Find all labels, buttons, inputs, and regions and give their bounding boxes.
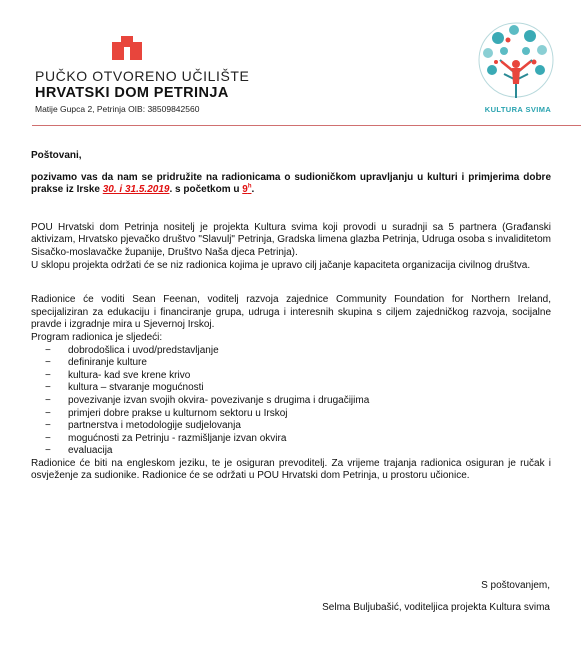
signature-block <box>322 580 550 614</box>
event-dates: 30. i 31.5.2019 <box>102 184 170 196</box>
salutation: Poštovani, <box>31 150 82 161</box>
list-item: − kultura – stvaranje mogućnosti <box>31 382 551 395</box>
closing-paragraph: Radionice će biti na engleskom jeziku, te je osiguran prevoditelj. Za vrijeme trajanja radionica osiguran je ručak i osvježenje za sudionike. Radionice će se održati u POU Hrvatski dom Petrinja, u prostoru učionice. <box>31 457 551 482</box>
list-item: − definiranje kulture <box>31 357 551 370</box>
org-name-line2: HRVATSKI DOM PETRINJA <box>35 85 229 101</box>
list-item: − mogućnosti za Petrinju - razmišljanje izvan okvira <box>31 433 551 446</box>
project-goal-paragraph: U sklopu projekta održati će se niz radionica kojima je upravo cilj jačanje kapaciteta organizacija civilnog društva. <box>31 259 531 271</box>
kultura-svima-logo-icon <box>468 18 564 114</box>
list-item: − povezivanje izvan svojih okvira- povezivanje s drugima i drugačijima <box>31 395 551 408</box>
invitation-mid: . s početkom u <box>169 184 243 196</box>
signature-name: Selma Buljubašić, voditeljica projekta Kultura svima <box>322 601 550 613</box>
list-item: − partnerstva i metodologije sudjelovanja <box>31 420 551 433</box>
kultura-svima-logo-text: KULTURA SVIMA <box>484 105 552 114</box>
trainer-paragraph: Radionice će voditi Sean Feenan, voditelj razvoja zajednice Community Foundation for Northern Ireland, specijaliziran za edukaciju i financiranje grupa, udruga i interesnih skupina s ciljem zajedničkog razvoja, socijalne pravde i izgradnje mira u Sjevernoj Irskoj. <box>31 294 551 331</box>
invitation-end: . <box>251 184 255 196</box>
letter-body <box>31 150 551 483</box>
org-name-line1: PUČKO OTVORENO UČILIŠTE <box>35 68 250 84</box>
list-item: − primjeri dobre prakse u kulturnom sektoru u Irskoj <box>31 408 551 421</box>
list-item: − dobrodošlica i uvod/predstavljanje <box>31 345 551 358</box>
event-time: 9$^h$ <box>242 183 252 196</box>
list-item: − kultura- kad sve krene krivo <box>31 370 551 383</box>
pou-logo-icon <box>112 36 142 60</box>
project-paragraph: POU Hrvatski dom Petrinja nositelj je projekta Kultura svima koji provodi u suradnji sa 5 partnera (Građanski aktivizam, Hrvatsko pjevačko društvo "Slavulj" Petrinja, Gradska limena glazba Petrinja, Udruga osoba s invaliditetom Sisačko-moslavačke županije, Društvo Naša djeca Petrinja). <box>31 221 551 258</box>
program-list <box>31 345 551 458</box>
header-divider <box>32 125 581 126</box>
invitation-text: pozivamo vas da nam se pridružite na radionicama o sudioničkom upravljanju u kulturi i primjerima dobre prakse iz Irske <box>31 171 551 196</box>
org-address: Matije Gupca 2, Petrinja OIB: 38509842560 <box>35 104 200 114</box>
letterhead <box>0 0 581 130</box>
list-item: − evaluacija <box>31 445 551 458</box>
invitation-paragraph <box>31 172 551 197</box>
regards: S poštovanjem, <box>481 580 550 591</box>
program-intro: Program radionica je sljedeći: <box>31 331 163 343</box>
